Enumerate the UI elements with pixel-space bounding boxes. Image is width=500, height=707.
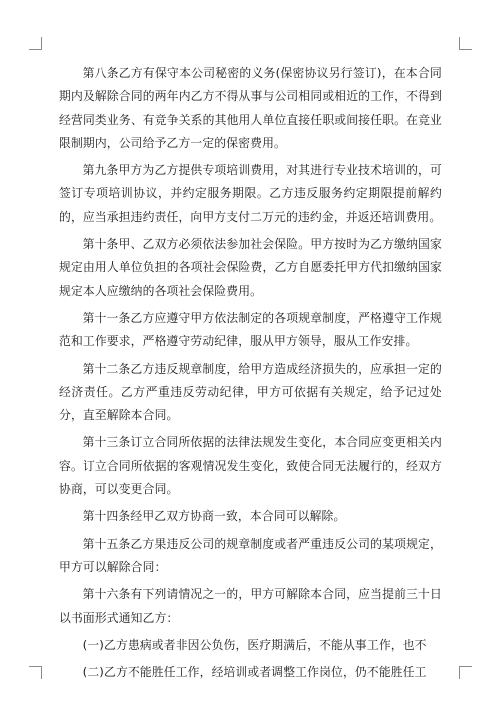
corner-mark-top-right (459, 37, 472, 50)
paragraph-article-10: 第十条甲、乙双方必须依法参加社会保险。甲方按时为乙方缴纳国家规定由用人单位负担的各项社会保险费，乙方自愿委托甲方代扣缴纳国家规定本人应缴纳的各项社会保险费用。 (59, 237, 442, 298)
paragraph-article-11: 第十一条乙方应遵守甲方依法制定的各项规章制度，严格遵守工作规范和工作要求，严格遵守劳动纪律，服从甲方领导，服从工作安排。 (59, 310, 442, 349)
corner-mark-top-left (29, 37, 42, 50)
paragraph-article-15: 第十五条乙方果违反公司的规章制度或者严重违反公司的某项规定，甲方可以解除合同： (59, 536, 442, 574)
list-item-1: (一)乙方患病或者非因公负伤，医疗期满后，不能从事工作，也不 (82, 637, 427, 652)
document-body (59, 62, 442, 684)
paragraph-article-9: 第九条甲方为乙方提供专项培训费用，对其进行专业技术培训的，可签订专项培训协议，并约定服务期限。乙方违反服务约定期限提前解约的，应当承担违约责任，向甲方支付二万元的违约金，并返还培训费用。 (59, 163, 442, 224)
list-item-2: (二)乙方不能胜任工作，经培训或者调整工作岗位，仍不能胜任工 (82, 665, 427, 680)
paragraph-article-13: 第十三条订立合同所依据的法律法规发生变化，本合同应变更相关内容。订立合同所依据的客观情况发生变化，致使合同无法履行的，经双方协商，可以变更合同。 (59, 435, 442, 497)
paragraph-article-14: 第十四条经甲乙双方协商一致，本合同可以解除。 (82, 509, 346, 524)
paragraph-article-12: 第十二条乙方违反规章制度，给甲方造成经济损失的，应承担一定的经济责任。乙方严重违反劳动纪律，甲方可依据有关规定，给予记过处分，直至解除本合同。 (59, 361, 442, 423)
paragraph-article-16: 第十六条有下列请情况之一的，甲方可解除本合同，应当提前三十日以书面形式通知乙方： (59, 587, 442, 625)
paragraph-article-8: 第八条乙方有保守本公司秘密的义务(保密协议另行签订)，在本合同期内及解除合同的两年内乙方不得从事与公司相同或相近的工作，不得到经营同类业务、有竞争关系的其他用人单位直接任职或间接任职。在竞业限制期内，公司给予乙方一定的保密费用。 (59, 66, 442, 150)
corner-mark-bottom-right (459, 666, 472, 679)
corner-mark-bottom-left (29, 666, 42, 679)
